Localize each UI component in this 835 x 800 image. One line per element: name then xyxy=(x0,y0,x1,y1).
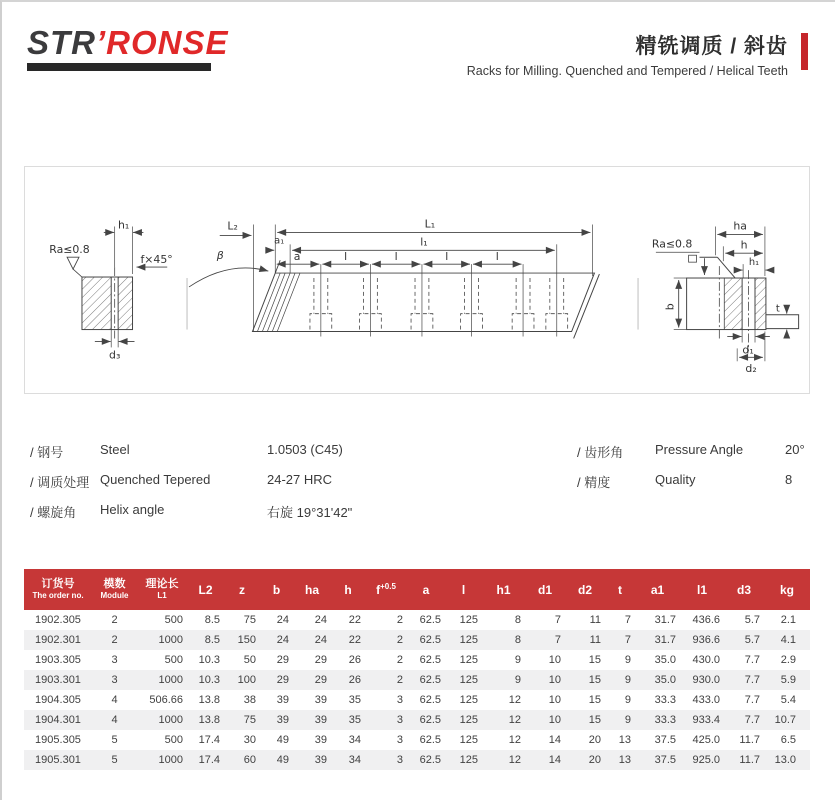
table-cell: 925.0 xyxy=(692,754,720,766)
table-cell: 12 xyxy=(508,694,521,706)
table-cell: 7 xyxy=(554,614,561,626)
spec-label-en: Quality xyxy=(655,472,696,487)
table-cell: 933.4 xyxy=(692,714,720,726)
table-cell: 39 xyxy=(314,714,327,726)
table-cell: 11 xyxy=(589,614,601,626)
table-cell: 24 xyxy=(314,614,327,626)
table-cell: 31.7 xyxy=(654,634,676,646)
table-cell: 62.5 xyxy=(419,754,441,766)
table-cell: 15 xyxy=(588,654,601,666)
table-cell: 8.5 xyxy=(204,614,220,626)
table-cell: 930.0 xyxy=(692,674,720,686)
table-cell: 39 xyxy=(314,694,327,706)
table-header-row xyxy=(24,569,810,610)
table-cell: 1904.305 xyxy=(35,694,81,706)
table-cell: 2.9 xyxy=(780,654,796,666)
rack-side-view xyxy=(189,224,599,338)
table-row xyxy=(24,630,810,650)
label-d2: d₂ xyxy=(745,362,757,376)
table-cell: 9 xyxy=(514,654,521,666)
table-cell: 1905.305 xyxy=(35,734,81,746)
table-cell: 125 xyxy=(459,754,478,766)
column-header: h xyxy=(331,569,365,610)
column-header: l1 xyxy=(680,569,724,610)
table-row xyxy=(24,650,810,670)
table-cell: 29 xyxy=(314,674,327,686)
table-cell: 506.66 xyxy=(149,694,183,706)
spec-row-helix xyxy=(2,502,835,520)
table-row xyxy=(24,750,810,770)
label-t: t xyxy=(775,303,780,315)
table-cell: 31.7 xyxy=(654,614,676,626)
column-header: L2 xyxy=(187,569,224,610)
table-cell: 26 xyxy=(348,654,361,666)
table-cell: 12 xyxy=(508,714,521,726)
dimension-table-section xyxy=(24,569,810,770)
column-header: a1 xyxy=(635,569,680,610)
label-f45: f×45° xyxy=(140,253,173,267)
table-cell: 35.0 xyxy=(654,654,676,666)
table-cell: 1902.301 xyxy=(35,634,81,646)
spec-value: 8 xyxy=(785,472,793,487)
table-cell: 62.5 xyxy=(419,714,441,726)
label-h1-right: h₁ xyxy=(748,257,760,269)
table-cell: 8 xyxy=(514,614,521,626)
table-cell: 62.5 xyxy=(419,634,441,646)
table-cell: 5.7 xyxy=(744,614,760,626)
table-cell: 33.3 xyxy=(654,694,676,706)
label-h: h xyxy=(740,238,748,252)
rack-drawing-svg xyxy=(25,167,809,393)
column-header: d2 xyxy=(565,569,605,610)
label-ra-left: Ra≤0.8 xyxy=(49,243,90,257)
table-cell: 10.3 xyxy=(198,674,220,686)
table-cell: 2 xyxy=(396,634,403,646)
table-cell: 50 xyxy=(243,654,256,666)
table-cell: 1000 xyxy=(158,754,183,766)
table-cell: 37.5 xyxy=(654,734,676,746)
table-cell: 1000 xyxy=(158,634,183,646)
table-cell: 10 xyxy=(548,714,561,726)
table-cell: 13 xyxy=(618,734,631,746)
table-cell: 5.7 xyxy=(744,634,760,646)
table-cell: 24 xyxy=(276,634,289,646)
table-body xyxy=(24,610,810,770)
table-cell: 62.5 xyxy=(419,614,441,626)
table-cell: 5.9 xyxy=(780,674,796,686)
label-d3: d₃ xyxy=(109,348,121,362)
table-cell: 17.4 xyxy=(198,754,220,766)
table-cell: 433.0 xyxy=(692,694,720,706)
table-cell: 39 xyxy=(276,714,289,726)
logo-underline-bar xyxy=(27,63,211,71)
table-cell: 29 xyxy=(276,674,289,686)
brand-logo xyxy=(27,26,229,71)
table-cell: 13.8 xyxy=(198,694,220,706)
table-cell: 1905.301 xyxy=(35,754,81,766)
spec-label-en: Quenched Tepered xyxy=(100,472,211,487)
label-l: l xyxy=(495,250,499,264)
label-a: a xyxy=(293,250,301,264)
table-cell: 15 xyxy=(588,694,601,706)
table-cell: 29 xyxy=(276,654,289,666)
table-cell: 11.7 xyxy=(739,734,760,746)
column-header: h1 xyxy=(482,569,525,610)
table-cell: 150 xyxy=(237,634,256,646)
table-cell: 2 xyxy=(396,654,403,666)
table-cell: 500 xyxy=(164,654,183,666)
table-cell: 3 xyxy=(111,654,118,666)
label-a1: a₁ xyxy=(274,235,285,247)
table-row xyxy=(24,710,810,730)
table-cell: 8.5 xyxy=(204,634,220,646)
table-row xyxy=(24,610,810,630)
label-h1-left: h₁ xyxy=(117,218,130,232)
column-header: kg xyxy=(764,569,810,610)
table-cell: 15 xyxy=(588,674,601,686)
table-cell: 100 xyxy=(237,674,256,686)
table-cell: 49 xyxy=(276,754,289,766)
table-cell: 11 xyxy=(589,634,601,646)
table-cell: 10.3 xyxy=(198,654,220,666)
table-cell: 35 xyxy=(348,694,361,706)
logo-apostrophe: ’ xyxy=(96,24,107,61)
page-title-en: Racks for Milling. Quenched and Tempered / Helical Teeth xyxy=(466,64,788,78)
table-cell: 62.5 xyxy=(419,734,441,746)
table-cell: 7 xyxy=(624,634,631,646)
column-header: 模数 Module xyxy=(92,569,137,610)
table-cell: 7.7 xyxy=(744,654,760,666)
table-cell: 29 xyxy=(314,654,327,666)
column-header: $f^{+0.5}$ xyxy=(365,569,407,610)
logo-ronse: RONSE xyxy=(106,24,229,61)
table-cell: 1904.301 xyxy=(35,714,81,726)
table-cell: 75 xyxy=(243,614,256,626)
table-cell: 10 xyxy=(548,674,561,686)
spec-row-steel xyxy=(2,442,835,460)
table-cell: 7 xyxy=(554,634,561,646)
label-l1: l₁ xyxy=(420,235,428,249)
table-cell: 34 xyxy=(348,734,361,746)
table-cell: 35 xyxy=(348,714,361,726)
table-cell: 24 xyxy=(276,614,289,626)
table-cell: 10 xyxy=(548,694,561,706)
table-cell: 12 xyxy=(508,754,521,766)
table-cell: 500 xyxy=(164,734,183,746)
table-cell: 75 xyxy=(243,714,256,726)
table-cell: 33.3 xyxy=(654,714,676,726)
table-cell: 7.7 xyxy=(744,694,760,706)
table-row xyxy=(24,730,810,750)
table-cell: 2 xyxy=(396,614,403,626)
column-header: ha xyxy=(293,569,331,610)
column-header: d3 xyxy=(724,569,764,610)
table-cell: 3 xyxy=(111,674,118,686)
table-cell: 3 xyxy=(396,694,403,706)
spec-value: 20° xyxy=(785,442,805,457)
spec-label-zh: / 调质处理 xyxy=(30,475,90,490)
table-cell: 436.6 xyxy=(692,614,720,626)
table-cell: 13 xyxy=(618,754,631,766)
label-l: l xyxy=(344,250,348,264)
table-cell: 7 xyxy=(624,614,631,626)
table-cell: 26 xyxy=(348,674,361,686)
column-header: d1 xyxy=(525,569,565,610)
table-cell: 34 xyxy=(348,754,361,766)
label-b: b xyxy=(663,303,677,311)
table-cell: 62.5 xyxy=(419,694,441,706)
table-cell: 9 xyxy=(624,714,631,726)
label-ha: ha xyxy=(733,219,747,233)
table-cell: 4 xyxy=(111,694,118,706)
table-cell: 2 xyxy=(396,674,403,686)
table-cell: 10 xyxy=(548,654,561,666)
page-title-block xyxy=(467,30,788,78)
column-header: t xyxy=(605,569,635,610)
page-title-zh: 精铣调质 / 斜齿 xyxy=(635,35,788,58)
table-cell: 20 xyxy=(588,754,601,766)
table-cell: 9 xyxy=(624,674,631,686)
table-cell: 430.0 xyxy=(692,654,720,666)
spec-label-zh: / 钢号 xyxy=(30,445,64,460)
table-cell: 125 xyxy=(459,714,478,726)
table-cell: 10.7 xyxy=(774,714,796,726)
table-cell: 8 xyxy=(514,634,521,646)
column-header: 订货号 The order no. xyxy=(24,569,92,610)
table-cell: 24 xyxy=(314,634,327,646)
table-cell: 3 xyxy=(396,754,403,766)
table-cell: 5 xyxy=(111,754,118,766)
table-cell: 37.5 xyxy=(654,754,676,766)
table-cell: 2 xyxy=(111,614,118,626)
dimension-table xyxy=(24,569,810,770)
table-cell: 35.0 xyxy=(654,674,676,686)
technical-drawing xyxy=(24,166,810,394)
spec-label-en: Pressure Angle xyxy=(655,442,744,457)
label-l: l xyxy=(445,250,449,264)
table-cell: 1000 xyxy=(158,714,183,726)
table-cell: 125 xyxy=(459,634,478,646)
table-cell: 38 xyxy=(243,694,256,706)
table-cell: 2 xyxy=(111,634,118,646)
spec-label-zh: / 精度 xyxy=(577,475,611,490)
table-cell: 1903.305 xyxy=(35,654,81,666)
table-cell: 62.5 xyxy=(419,654,441,666)
label-ra-right: Ra≤0.8 xyxy=(651,237,693,251)
table-cell: 4 xyxy=(111,714,118,726)
label-beta: β xyxy=(216,249,224,263)
spec-label-zh: / 螺旋角 xyxy=(30,505,77,520)
column-header: l xyxy=(445,569,482,610)
label-L2: L₂ xyxy=(227,219,238,233)
table-cell: 17.4 xyxy=(198,734,220,746)
table-cell: 9 xyxy=(624,694,631,706)
label-l: l xyxy=(394,250,398,264)
table-cell: 60 xyxy=(243,754,256,766)
label-d1: d₁ xyxy=(742,343,754,357)
table-row xyxy=(24,690,810,710)
table-cell: 49 xyxy=(276,734,289,746)
spec-value: 1.0503 (C45) xyxy=(267,442,343,457)
table-cell: 11.7 xyxy=(739,754,760,766)
table-cell: 425.0 xyxy=(692,734,720,746)
table-cell: 125 xyxy=(459,614,478,626)
table-cell: 3 xyxy=(396,714,403,726)
spec-value: 右旋 19°31'42" xyxy=(267,505,353,520)
spec-label-en: Steel xyxy=(100,442,130,457)
table-cell: 22 xyxy=(348,634,361,646)
column-header: 理论长 L1 xyxy=(137,569,187,610)
table-row xyxy=(24,670,810,690)
header-accent-bar xyxy=(801,33,808,70)
table-cell: 12 xyxy=(508,734,521,746)
table-cell: 4.1 xyxy=(780,634,796,646)
table-cell: 9 xyxy=(514,674,521,686)
spec-row-treatment xyxy=(2,472,835,490)
table-cell: 22 xyxy=(348,614,361,626)
table-cell: 125 xyxy=(459,654,478,666)
table-cell: 39 xyxy=(276,694,289,706)
column-header: a xyxy=(407,569,445,610)
table-cell: 2.1 xyxy=(780,614,796,626)
table-cell: 5 xyxy=(111,734,118,746)
table-cell: 1902.305 xyxy=(35,614,81,626)
table-cell: 1000 xyxy=(158,674,183,686)
table-cell: 500 xyxy=(164,614,183,626)
table-cell: 39 xyxy=(314,754,327,766)
table-cell: 125 xyxy=(459,734,478,746)
table-cell: 936.6 xyxy=(692,634,720,646)
table-cell: 7.7 xyxy=(744,674,760,686)
column-header: b xyxy=(260,569,293,610)
table-cell: 6.5 xyxy=(780,734,796,746)
spec-label-zh: / 齿形角 xyxy=(577,445,624,460)
table-cell: 14 xyxy=(548,754,561,766)
table-cell: 14 xyxy=(548,734,561,746)
table-cell: 125 xyxy=(459,694,478,706)
table-cell: 39 xyxy=(314,734,327,746)
column-header: z xyxy=(224,569,260,610)
logo-str: STR xyxy=(27,24,96,61)
table-cell: 125 xyxy=(459,674,478,686)
table-cell: 5.4 xyxy=(780,694,796,706)
table-cell: 13.0 xyxy=(774,754,796,766)
table-cell: 30 xyxy=(243,734,256,746)
label-L1: L₁ xyxy=(424,217,436,231)
table-cell: 13.8 xyxy=(198,714,220,726)
table-cell: 20 xyxy=(588,734,601,746)
table-cell: 3 xyxy=(396,734,403,746)
spec-label-en: Helix angle xyxy=(100,502,165,517)
table-cell: 1903.301 xyxy=(35,674,81,686)
brand-logo-text xyxy=(27,26,229,59)
table-cell: 9 xyxy=(624,654,631,666)
table-cell: 15 xyxy=(588,714,601,726)
spec-value: 24-27 HRC xyxy=(267,472,333,487)
table-cell: 62.5 xyxy=(419,674,441,686)
table-cell: 7.7 xyxy=(744,714,760,726)
